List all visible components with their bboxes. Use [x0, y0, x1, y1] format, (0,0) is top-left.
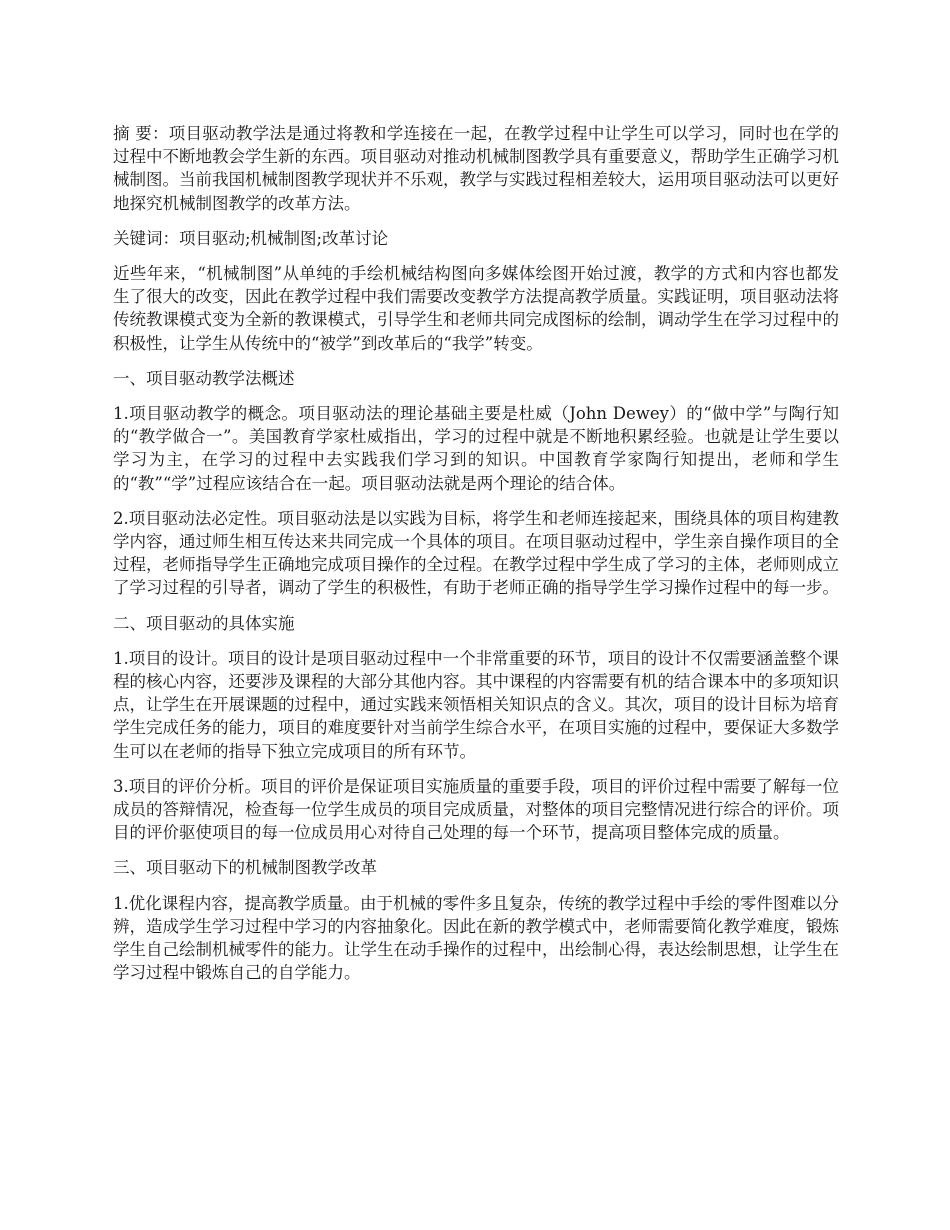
- abstract-paragraph: 摘 要：项目驱动教学法是通过将教和学连接在一起，在教学过程中让学生可以学习，同时也在学的过程中不断地教会学生新的东西。项目驱动对推动机械制图教学具有重要意义，帮助学生正确学习机械制图。当前我国机械制图教学现状并不乐观，教学与实践过程相差较大，运用项目驱动法可以更好地探究机械制图教学的改革方法。: [113, 124, 839, 213]
- section-heading-1: 一、项目驱动教学法概述: [113, 368, 295, 388]
- document-body: [113, 122, 839, 997]
- section3-paragraph-1: 1.优化课程内容，提高教学质量。由于机械的零件多且复杂，传统的教学过程中手绘的零件图难以分辨，造成学生学习过程中学习的内容抽象化。因此在新的教学模式中，老师需要简化教学难度，锻炼学生自己绘制机械零件的能力。让学生在动手操作的过程中，出绘制心得，表达绘制思想，让学生在学习过程中锻炼自己的自学能力。: [113, 893, 839, 983]
- section1-paragraph-1: 1.项目驱动教学的概念。项目驱动法的理论基础主要是杜威（John Dewey）的“做中学”与陶行知的“教学做合一”。美国教育学家杜威指出，学习的过程中就是不断地积累经验。也就是让学生要以学习为主，在学习的过程中去实践我们学习到的知识。中国教育学家陶行知提出，老师和学生的“教”“学”过程应该结合在一起。项目驱动法就是两个理论的结合体。: [113, 404, 839, 493]
- section2-paragraph-2: 3.项目的评价分析。项目的评价是保证项目实施质量的重要手段，项目的评价过程中需要了解每一位成员的答辩情况，检查每一位学生成员的项目完成质量，对整体的项目完整情况进行综合的评价。项目的评价驱使项目的每一位成员用心对待自己处理的每一个环节，提高项目整体完成的质量。: [113, 776, 839, 843]
- keywords-line: 关键词：项目驱动;机械制图;改革讨论: [113, 228, 389, 248]
- section-heading-2: 二、项目驱动的具体实施: [113, 613, 295, 633]
- section-heading-3: 三、项目驱动下的机械制图教学改革: [113, 858, 377, 878]
- intro-paragraph: 近些年来，“机械制图”从单纯的手绘机械结构图向多媒体绘图开始过渡，教学的方式和内容也都发生了很大的改变，因此在教学过程中我们需要改变教学方法提高教学质量。实践证明，项目驱动法将传统教课模式变为全新的教课模式，引导学生和老师共同完成图标的绘制，调动学生在学习过程中的积极性，让学生从传统中的“被学”到改革后的“我学”转变。: [113, 264, 839, 353]
- section2-paragraph-1: 1.项目的设计。项目的设计是项目驱动过程中一个非常重要的环节，项目的设计不仅需要涵盖整个课程的核心内容，还要涉及课程的大部分其他内容。其中课程的内容需要有机的结合课本中的多项知识点，让学生在开展课题的过程中，通过实践来领悟相关知识点的含义。其次，项目的设计目标为培育学生完成任务的能力，项目的难度要针对当前学生综合水平，在项目实施的过程中，要保证大多数学生可以在老师的指导下独立完成项目的所有环节。: [113, 648, 839, 761]
- section1-paragraph-2: 2.项目驱动法必定性。项目驱动法是以实践为目标，将学生和老师连接起来，围绕具体的项目构建教学内容，通过师生相互传达来共同完成一个具体的项目。在项目驱动过程中，学生亲自操作项目的全过程，老师指导学生正确地完成项目操作的全过程。在教学过程中学生成了学习的主体，老师则成立了学习过程的引导者，调动了学生的积极性，有助于老师正确的指导学生学习操作过程中的每一步。: [113, 508, 839, 598]
